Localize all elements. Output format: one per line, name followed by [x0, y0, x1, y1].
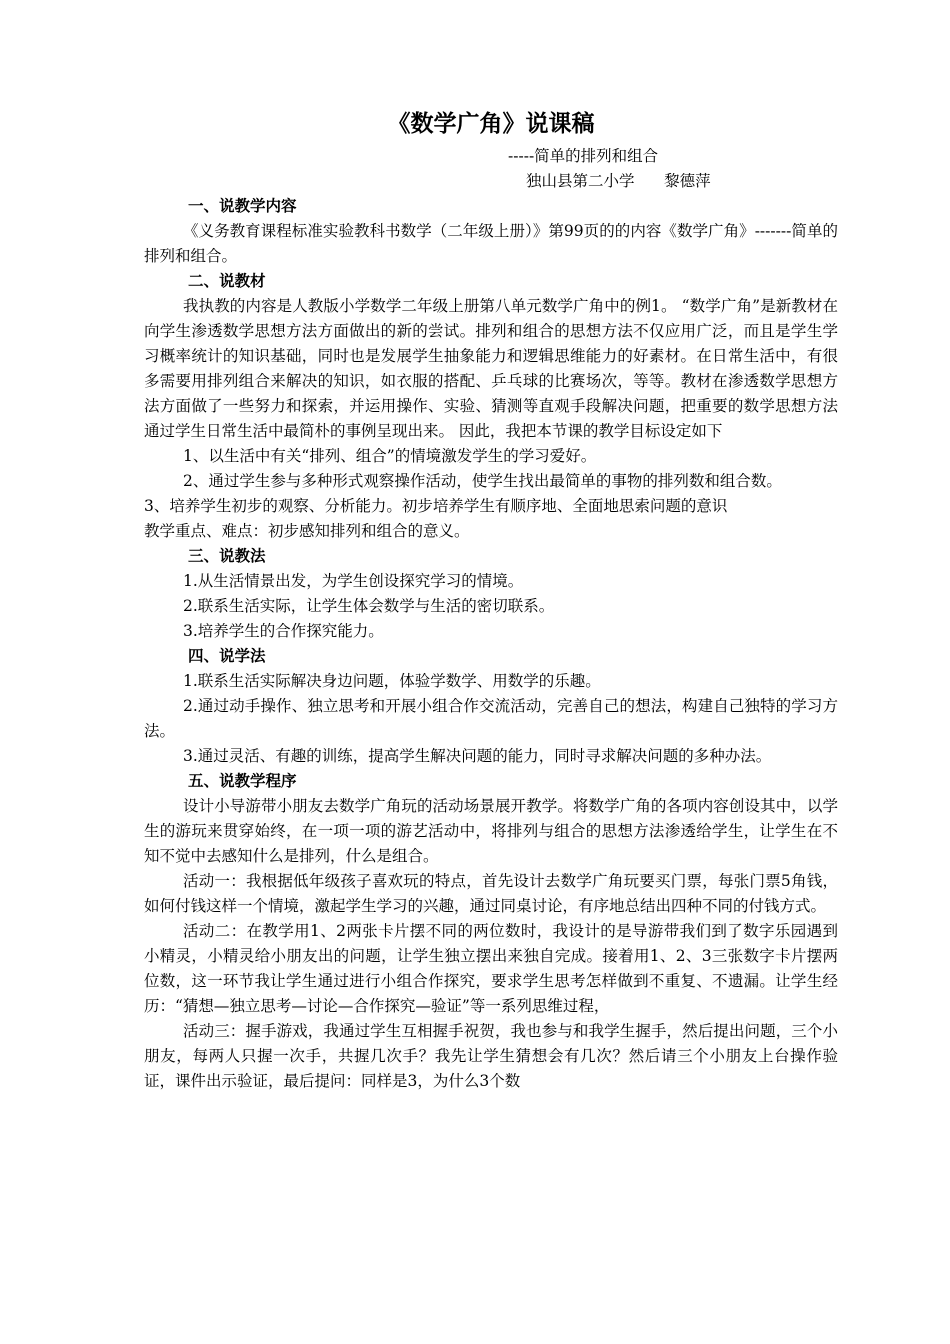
section-heading-learning-method: 四、说学法: [188, 647, 266, 665]
section-heading-teaching-method: 三、说教法: [188, 547, 266, 565]
paragraph: 我执教的内容是人教版小学数学二年级上册第八单元数学广角中的例1。 “数学广角”是新教材在向学生渗透数学思想方法方面做出的新的尝试。排列和组合的思想方法不仅应用广泛，而且是学生学习概率统计的知识基础，同时也是发展学生抽象能力和逻辑思维能力的好素材。在日常生活中，有很多需要用排列组合来解决的知识，如衣服的搭配、乒乓球的比赛场次，等等。教材在渗透数学思想方法方面做了一些努力和探索，并运用操作、实验、猜测等直观手段解决问题，把重要的数学思想方法通过学生日常生活中最简朴的事例呈现出来。 因此，我把本节课的教学目标设定如下: [144, 297, 838, 440]
paragraph: 活动二：在教学用1、2两张卡片摆不同的两位数时，我设计的是导游带我们到了数字乐园遇到小精灵，小精灵给小朋友出的问题，让学生独立摆出来独自完成。接着用1、2、3三张数字卡片摆两位数，这一环节我让学生通过进行小组合作探究，要求学生思考怎样做到不重复、不遗漏。让学生经历：“猜想—独立思考—讨论—合作探究—验证”等一系列思维过程，: [144, 922, 838, 1015]
paragraph: 活动一：我根据低年级孩子喜欢玩的特点，首先设计去数学广角玩要买门票，每张门票5角钱，如何付钱这样一个情境，激起学生学习的兴趣，通过同桌讨论，有序地总结出四种不同的付钱方式。: [144, 872, 838, 915]
document-body: [144, 104, 838, 1094]
paragraph: 《义务教育课程标准实验教科书数学（二年级上册）》第99页的的内容《数学广角》-------简单的排列和组合。: [144, 222, 838, 265]
paragraph: 活动三：握手游戏，我通过学生互相握手祝贺，我也参与和我学生握手，然后提出问题，三个小朋友，每两人只握一次手，共握几次手？我先让学生猜想会有几次？然后请三个小朋友上台操作验证，课件出示验证，最后提问：同样是3，为什么3个数: [144, 1022, 838, 1090]
paragraph: 设计小导游带小朋友去数学广角玩的活动场景展开教学。将数学广角的各项内容创设其中，以学生的游玩来贯穿始终，在一项一项的游艺活动中，将排列与组合的思想方法渗透给学生，让学生在不知不觉中去感知什么是排列，什么是组合。: [144, 797, 838, 865]
section-heading-textbook: 二、说教材: [188, 272, 266, 290]
paragraph: 3.培养学生的合作探究能力。: [183, 622, 384, 640]
author-line: 独山县第二小学 黎德萍: [526, 172, 711, 190]
section-heading-procedure: 五、说教学程序: [188, 772, 297, 790]
paragraph: 2、通过学生参与多种形式观察操作活动，使学生找出最简单的事物的排列数和组合数。: [183, 472, 782, 490]
paragraph: 2.联系生活实际，让学生体会数学与生活的密切联系。: [183, 597, 555, 615]
paragraph: 2.通过动手操作、独立思考和开展小组合作交流活动，完善自己的想法，构建自己独特的学习方法。: [144, 697, 838, 740]
paragraph: 3、培养学生初步的观察、分析能力。初步培养学生有顺序地、全面地思索问题的意识: [144, 497, 728, 515]
document-title: 《数学广角》说课稿: [387, 111, 595, 137]
section-heading-content: 一、说教学内容: [188, 197, 297, 215]
document-subtitle: -----简单的排列和组合: [508, 147, 659, 165]
paragraph: 3.通过灵活、有趣的训练，提高学生解决问题的能力，同时寻求解决问题的多种办法。: [183, 747, 772, 765]
paragraph: 1.联系生活实际解决身边问题，体验学数学、用数学的乐趣。: [183, 672, 601, 690]
paragraph: 教学重点、难点：初步感知排列和组合的意义。: [144, 522, 470, 540]
paragraph: 1、以生活中有关“排列、组合”的情境激发学生的学习爱好。: [183, 447, 597, 465]
paragraph: 1.从生活情景出发，为学生创设探究学习的情境。: [183, 572, 524, 590]
